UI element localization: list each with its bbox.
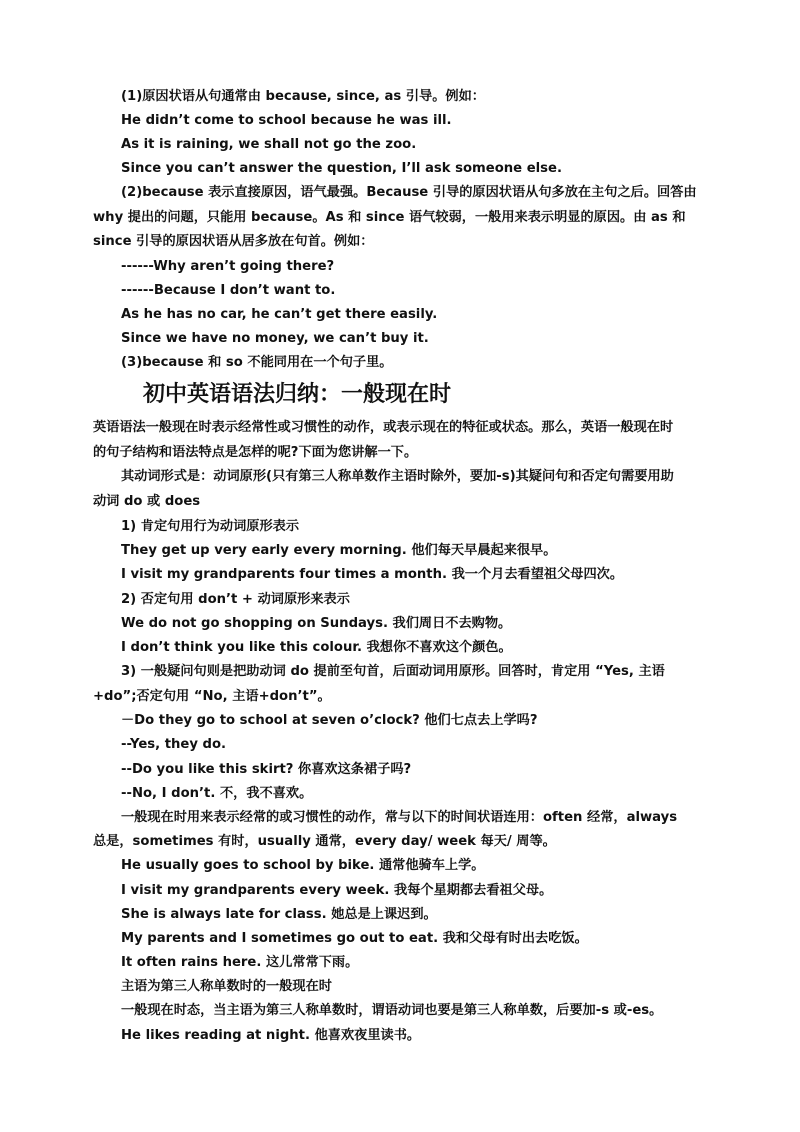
- rule-line: 2) 否定句用 don’t + 动词原形来表示: [121, 592, 350, 607]
- example-line: It often rains here. 这儿常常下雨。: [121, 955, 359, 970]
- example-line: --No, I don’t. 不，我不喜欢。: [121, 786, 313, 801]
- rule-line: +do”;否定句用 “No, 主语+don’t”。: [93, 689, 331, 704]
- example-line: She is always late for class. 她总是上课迟到。: [121, 907, 437, 922]
- paragraph-line: 动词 do 或 does: [93, 494, 201, 509]
- example-line: He usually goes to school by bike. 通常他骑车上学。: [121, 858, 485, 873]
- example-line: Since you can’t answer the question, I’ll ask someone else.: [121, 161, 562, 176]
- paragraph-line: (3)because 和 so 不能同用在一个句子里。: [121, 355, 393, 370]
- example-line: I don’t think you like this colour. 我想你不喜欢这个颜色。: [121, 640, 512, 655]
- example-line: ------Why aren’t going there?: [121, 259, 335, 274]
- example-line: As it is raining, we shall not go the zoo.: [121, 137, 417, 152]
- paragraph-line: (1)原因状语从句通常由 because, since, as 引导。例如：: [121, 89, 485, 104]
- example-line: I visit my grandparents four times a month. 我一个月去看望祖父母四次。: [121, 567, 624, 582]
- example-line: As he has no car, he can’t get there easily.: [121, 307, 438, 322]
- example-line: －Do they go to school at seven o’clock? 他们七点去上学吗?: [121, 713, 538, 728]
- paragraph-line: since 引导的原因状语从居多放在句首。例如：: [93, 234, 374, 249]
- paragraph-line: 一般现在时用来表示经常的或习惯性的动作，常与以下的时间状语连用：often 经常，always: [121, 810, 678, 825]
- example-line: They get up very early every morning. 他们每天早晨起来很早。: [121, 543, 557, 558]
- example-line: --Do you like this skirt? 你喜欢这条裙子吗?: [121, 762, 412, 777]
- paragraph-line: (2)because 表示直接原因，语气最强。Because 引导的原因状语从句多放在主句之后。回答由: [121, 185, 697, 200]
- subheading-line: 主语为第三人称单数时的一般现在时: [121, 979, 332, 994]
- rule-line: 1) 肯定句用行为动词原形表示: [121, 519, 300, 534]
- paragraph-line: why 提出的问题，只能用 because。As 和 since 语气较弱，一般用来表示明显的原因。由 as 和: [93, 210, 686, 225]
- example-line: --Yes, they do.: [121, 737, 227, 752]
- paragraph-line: 英语语法一般现在时表示经常性或习惯性的动作，或表示现在的特征或状态。那么，英语一般现在时: [93, 420, 674, 435]
- paragraph-line: 总是，sometimes 有时，usually 通常，every day/ week 每天/ 周等。: [93, 834, 556, 849]
- example-line: He didn’t come to school because he was ill.: [121, 113, 452, 128]
- section-heading: 初中英语语法归纳：一般现在时: [143, 382, 452, 407]
- example-line: My parents and I sometimes go out to eat. 我和父母有时出去吃饭。: [121, 931, 588, 946]
- example-line: Since we have no money, we can’t buy it.: [121, 331, 429, 346]
- example-line: ------Because I don’t want to.: [121, 283, 336, 298]
- rule-line: 3) 一般疑问句则是把助动词 do 提前至句首，后面动词用原形。回答时，肯定用 “Yes, 主语: [121, 664, 665, 679]
- example-line: He likes reading at night. 他喜欢夜里读书。: [121, 1028, 421, 1043]
- example-line: I visit my grandparents every week. 我每个星期都去看祖父母。: [121, 883, 553, 898]
- paragraph-line: 其动词形式是：动词原形(只有第三人称单数作主语时除外，要加-s)其疑问句和否定句需要用助: [121, 469, 674, 484]
- paragraph-line: 的句子结构和语法特点是怎样的呢?下面为您讲解一下。: [93, 445, 418, 460]
- example-line: We do not go shopping on Sundays. 我们周日不去购物。: [121, 616, 512, 631]
- paragraph-line: 一般现在时态，当主语为第三人称单数时，谓语动词也要是第三人称单数，后要加-s 或-es。: [121, 1003, 663, 1018]
